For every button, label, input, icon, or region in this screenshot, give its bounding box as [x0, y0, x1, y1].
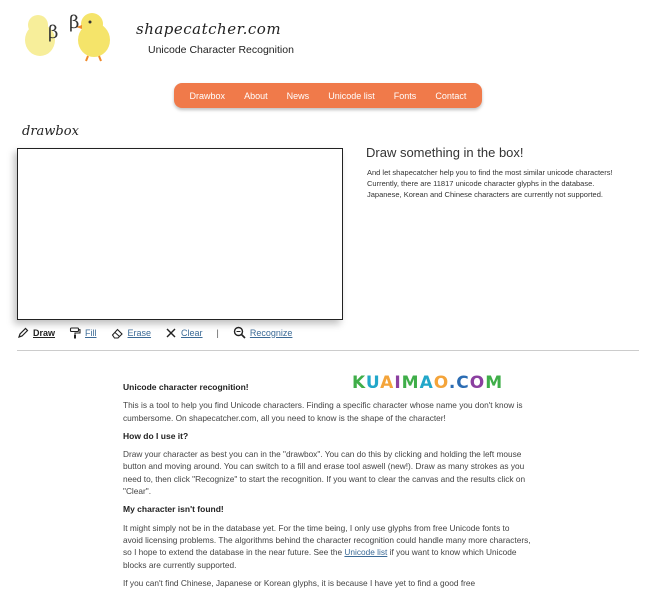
article-paragraph-1: This is a tool to help you find Unicode characters. Finding a specific character whose name you don't know is cumbersome. On shapecatcher.com, all you need to know is the shape of the character!	[123, 400, 523, 423]
article-heading-3: My character isn't found!	[123, 504, 224, 515]
paint-roller-icon	[69, 327, 81, 339]
erase-tool[interactable]	[111, 327, 152, 339]
clear-tool-label: Clear	[181, 327, 203, 338]
nav-unicode-list[interactable]: Unicode list	[328, 90, 375, 101]
main-nav	[174, 83, 482, 108]
clear-tool[interactable]	[165, 327, 203, 339]
article-paragraph-2: Draw your character as best you can in the "drawbox". You can do this by clicking and holding the left mouse button and moving around. You can switch to a fill and erase tool aswell (new!). Draw as many strokes as you need to, then click "Recognize" to start the recognition. If you want to clear the canvas and the results click on "Clear".	[123, 449, 526, 497]
nav-news[interactable]: News	[286, 90, 310, 101]
p3-after: if you want to know which Unicode blocks are currently supported.	[123, 547, 517, 570]
toolbar-separator: |	[216, 327, 219, 338]
article-paragraph-3	[123, 522, 531, 571]
intro-line-2: Currently, there are 11817 unicode character glyphs in the database. Japanese, Korean and Chinese characters are currently not supported.	[367, 179, 603, 199]
site-title: shapecatcher.com	[136, 20, 282, 38]
eraser-icon	[111, 327, 124, 339]
fill-tool[interactable]	[69, 327, 97, 339]
article-heading-2: How do I use it?	[123, 430, 189, 441]
nav-about[interactable]: About	[244, 90, 268, 101]
drawbox-toolbar	[17, 326, 306, 339]
intro-line-1: And let shapecatcher help you to find the most similar unicode characters!	[367, 168, 613, 177]
close-icon	[165, 327, 177, 339]
recognize-label: Recognize	[249, 327, 293, 338]
erase-tool-label: Erase	[127, 327, 152, 338]
logo-letter-2: β	[69, 12, 80, 33]
section-divider	[17, 350, 639, 351]
logo	[22, 10, 122, 62]
draw-tool[interactable]	[17, 327, 55, 339]
search-icon	[233, 326, 246, 339]
nav-contact[interactable]: Contact	[435, 90, 467, 101]
pencil-icon	[17, 327, 29, 339]
recognize-button[interactable]	[233, 326, 293, 339]
nav-drawbox[interactable]: Drawbox	[189, 90, 226, 101]
unicode-list-link[interactable]: Unicode list	[344, 547, 388, 558]
logo-letter: β	[48, 22, 59, 43]
fill-tool-label: Fill	[85, 327, 97, 338]
intro-heading: Draw something in the box!	[366, 145, 524, 160]
drawbox-title: drawbox	[22, 124, 79, 139]
watermark-logo: KUAIMAO.COM	[352, 373, 504, 393]
nav-fonts[interactable]: Fonts	[393, 90, 417, 101]
drawing-canvas[interactable]	[17, 148, 343, 320]
draw-tool-label: Draw	[33, 327, 56, 338]
article-heading-1: Unicode character recognition!	[123, 382, 249, 392]
article-content	[123, 375, 531, 595]
site-subtitle: Unicode Character Recognition	[148, 44, 294, 56]
p3-before: It might simply not be in the database yet. For the time being, I only use glyphs from free Unicode fonts to avoid licensing problems. The algorithms behind the character recognition could handle many more characters, so I hope to extend the database in the near future. See the	[123, 522, 531, 558]
article-paragraph-4: If you can't find Chinese, Japanese or Korean glyphs, it is because I have yet to find a good free	[123, 577, 476, 588]
intro-text	[367, 167, 625, 200]
